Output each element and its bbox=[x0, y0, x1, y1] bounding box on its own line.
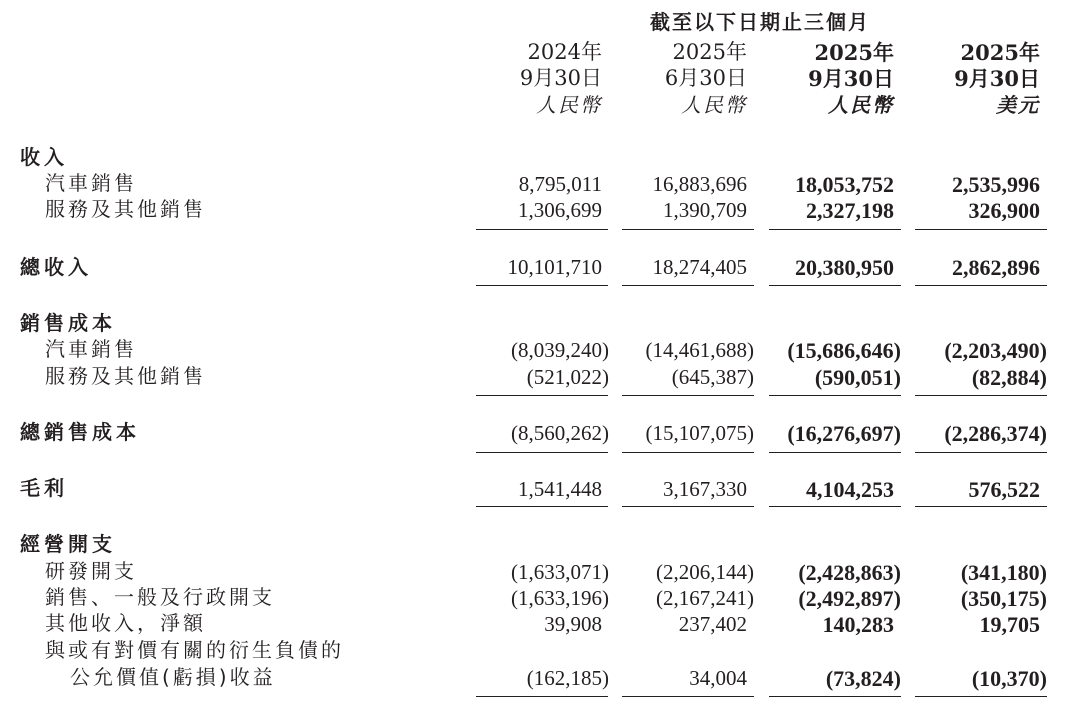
cell-value: (2,286,374) bbox=[944, 421, 1047, 446]
cell-value: (2,492,897) bbox=[798, 586, 901, 611]
cell-value: 4,104,253 bbox=[806, 477, 894, 502]
operating-expenses-heading: 經營開支 bbox=[20, 532, 116, 556]
cell-value: (645,387) bbox=[671, 365, 754, 389]
cell-value: 1,541,448 bbox=[518, 477, 602, 501]
cell-value: 2,327,198 bbox=[806, 198, 894, 223]
col4-date: 9月30日 bbox=[954, 66, 1040, 91]
row-label: 服務及其他銷售 bbox=[45, 364, 206, 388]
cell-value: 10,101,710 bbox=[507, 255, 602, 279]
total-rule bbox=[476, 285, 608, 286]
cell-value: (8,560,262) bbox=[511, 421, 609, 445]
cell-value: 18,274,405 bbox=[652, 255, 747, 279]
cell-value: (1,633,196) bbox=[511, 586, 609, 610]
total-rule bbox=[476, 452, 608, 453]
cell-value: (2,167,241) bbox=[656, 586, 754, 610]
subtotal-rule bbox=[476, 696, 608, 697]
row-label: 與或有對價有關的衍生負債的 bbox=[45, 638, 344, 662]
col1-currency: 人民幣 bbox=[536, 93, 602, 117]
cell-value: (73,824) bbox=[825, 666, 901, 691]
cost-of-sales-heading: 銷售成本 bbox=[20, 311, 116, 335]
subtotal-rule bbox=[476, 395, 608, 396]
cell-value: (16,276,697) bbox=[787, 421, 901, 446]
col1-date: 9月30日 bbox=[519, 66, 602, 90]
cell-value: (2,206,144) bbox=[656, 560, 754, 584]
cell-value: 34,004 bbox=[689, 666, 747, 690]
cell-value: 1,306,699 bbox=[518, 198, 602, 222]
subtotal-rule bbox=[769, 229, 901, 230]
cell-value: (8,039,240) bbox=[511, 338, 609, 362]
row-label: 汽車銷售 bbox=[45, 337, 137, 361]
cell-value: 237,402 bbox=[678, 612, 747, 636]
col3-currency: 人民幣 bbox=[828, 93, 894, 117]
total-rule bbox=[769, 452, 901, 453]
cell-value: 140,283 bbox=[822, 612, 894, 637]
total-rule bbox=[622, 452, 754, 453]
total-revenue-label: 總收入 bbox=[20, 255, 92, 279]
revenue-heading: 收入 bbox=[20, 145, 68, 169]
cell-value: 16,883,696 bbox=[652, 172, 747, 196]
cell-value: 18,053,752 bbox=[795, 172, 894, 197]
cell-value: 20,380,950 bbox=[795, 255, 894, 280]
cell-value: (341,180) bbox=[960, 560, 1047, 585]
cell-value: 576,522 bbox=[968, 477, 1040, 502]
total-rule bbox=[915, 285, 1047, 286]
row-label: 研發開支 bbox=[45, 559, 137, 583]
subtotal-rule bbox=[622, 229, 754, 230]
subtotal-rule bbox=[622, 696, 754, 697]
cell-value: 8,795,011 bbox=[518, 172, 602, 196]
cell-value: (10,370) bbox=[971, 666, 1047, 691]
subtotal-rule bbox=[915, 229, 1047, 230]
col2-currency: 人民幣 bbox=[681, 93, 747, 117]
cell-value: (162,185) bbox=[526, 666, 609, 690]
col3-year: 2025年 bbox=[814, 40, 894, 65]
total-rule bbox=[915, 506, 1047, 507]
row-label-continued: 公允價值(虧損)收益 bbox=[70, 665, 276, 689]
cell-value: (350,175) bbox=[960, 586, 1047, 611]
subtotal-rule bbox=[915, 395, 1047, 396]
col2-year: 2025年 bbox=[672, 40, 747, 64]
cell-value: (1,633,071) bbox=[511, 560, 609, 584]
total-rule bbox=[769, 285, 901, 286]
subtotal-rule bbox=[622, 395, 754, 396]
cell-value: 1,390,709 bbox=[663, 198, 747, 222]
subtotal-rule bbox=[769, 395, 901, 396]
cell-value: 19,705 bbox=[979, 612, 1040, 637]
col2-date: 6月30日 bbox=[664, 66, 747, 90]
cell-value: 2,862,896 bbox=[952, 255, 1040, 280]
cell-value: (2,428,863) bbox=[798, 560, 901, 585]
cell-value: (590,051) bbox=[814, 365, 901, 390]
col3-date: 9月30日 bbox=[808, 66, 894, 91]
col1-year: 2024年 bbox=[527, 40, 602, 64]
cell-value: (15,686,646) bbox=[787, 338, 901, 363]
total-rule bbox=[915, 452, 1047, 453]
cell-value: (82,884) bbox=[971, 365, 1047, 390]
subtotal-rule bbox=[769, 696, 901, 697]
cell-value: 2,535,996 bbox=[952, 172, 1040, 197]
total-rule bbox=[622, 285, 754, 286]
row-label: 汽車銷售 bbox=[45, 171, 137, 195]
cell-value: (2,203,490) bbox=[944, 338, 1047, 363]
col4-currency: 美元 bbox=[996, 93, 1040, 117]
gross-profit-label: 毛利 bbox=[20, 476, 68, 500]
row-label: 服務及其他銷售 bbox=[45, 197, 206, 221]
total-rule bbox=[769, 506, 901, 507]
total-rule bbox=[622, 506, 754, 507]
cell-value: (15,107,075) bbox=[645, 421, 754, 445]
subtotal-rule bbox=[476, 229, 608, 230]
col4-year: 2025年 bbox=[960, 40, 1040, 65]
cell-value: (14,461,688) bbox=[645, 338, 754, 362]
row-label: 銷售、一般及行政開支 bbox=[45, 585, 275, 609]
cell-value: 3,167,330 bbox=[663, 477, 747, 501]
cell-value: 326,900 bbox=[968, 198, 1040, 223]
row-label: 其他收入，淨額 bbox=[45, 611, 206, 635]
cell-value: 39,908 bbox=[544, 612, 602, 636]
cell-value: (521,022) bbox=[526, 365, 609, 389]
total-rule bbox=[476, 506, 608, 507]
total-cost-of-sales-label: 總銷售成本 bbox=[20, 420, 140, 444]
subtotal-rule bbox=[915, 696, 1047, 697]
period-title: 截至以下日期止三個月 bbox=[650, 10, 870, 34]
